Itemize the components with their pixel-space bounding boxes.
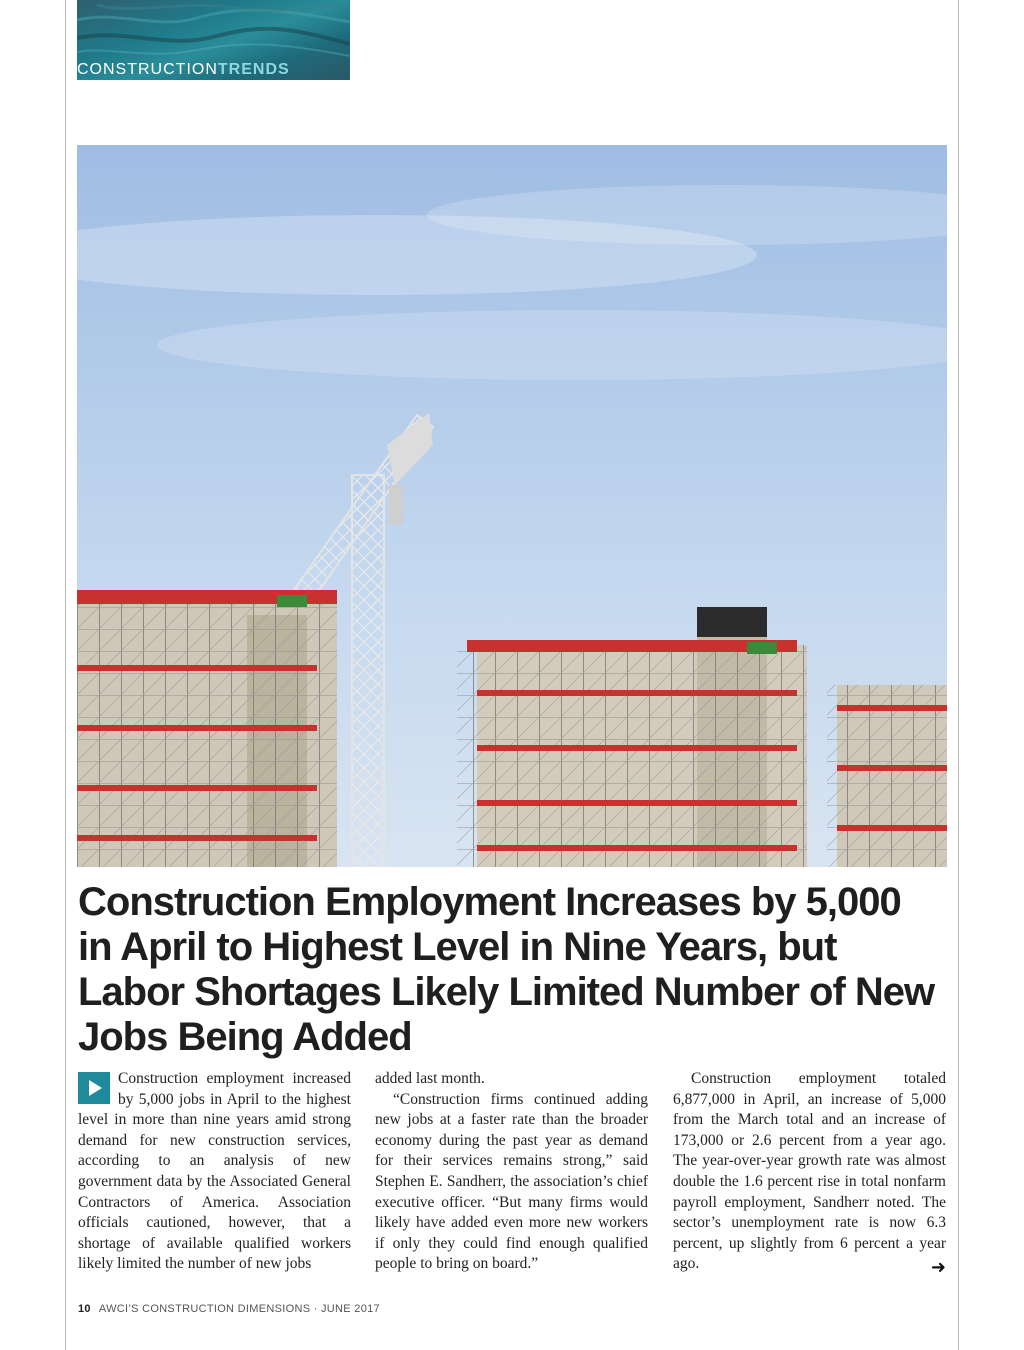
page-number: 10	[78, 1303, 91, 1315]
article-column-1	[78, 1069, 351, 1275]
article-paragraph: Construction employment totaled 6,877,000 in April, an increase of 5,000 from the March total and an increase of 173,000 or 2.6 percent from a year ago. The year-over-year growth rate was almost double the 1.6 percent rise in total nonfarm payroll employment, Sandherr noted. The sector’s unemployment rate is now 6.3 percent, up slightly from 6 percent a year ago.	[673, 1070, 946, 1273]
publication-info: AWCI’S CONSTRUCTION DIMENSIONS · JUNE 2017	[98, 1303, 380, 1315]
play-arrow-icon	[78, 1072, 110, 1104]
article-headline: Construction Employment Increases by 5,000 in April to Highest Level in Nine Years, but Labor Shortages Likely Limited Number of New Jobs Being Added	[78, 880, 935, 1059]
page-margin-rule-left	[65, 0, 66, 1350]
section-label-bold: TRENDS	[217, 61, 290, 78]
continue-arrow-icon: ➜	[930, 1257, 946, 1279]
page-footer	[78, 1303, 380, 1315]
section-banner	[77, 0, 350, 80]
article-column-2	[375, 1069, 648, 1275]
photo-illustration	[77, 145, 947, 867]
section-label-light: CONSTRUCTION	[77, 61, 218, 78]
article-body	[78, 1069, 947, 1281]
article-paragraph: “Construction firms continued adding new jobs at a faster rate than the broader economy during the past year as demand for their services remains strong,” said Stephen E. Sandherr, the association’s chief executive officer. “But many firms would likely have added even more new workers if only they could find enough qualified people to bring on board.”	[375, 1090, 648, 1273]
article-paragraph: added last month.	[375, 1070, 485, 1087]
article-column-3	[673, 1069, 946, 1281]
construction-site-photo	[77, 145, 947, 867]
page-margin-rule-right	[958, 0, 959, 1350]
article-paragraph: Construction employment increased by 5,000 jobs in April to the highest level in more than nine years amid strong demand for new construction services, according to an analysis of new government data by the Associated General Contractors of America. Association officials cautioned, however, that a shortage of available qualified workers likely limited the number of new jobs	[78, 1070, 351, 1273]
section-label	[77, 61, 290, 79]
